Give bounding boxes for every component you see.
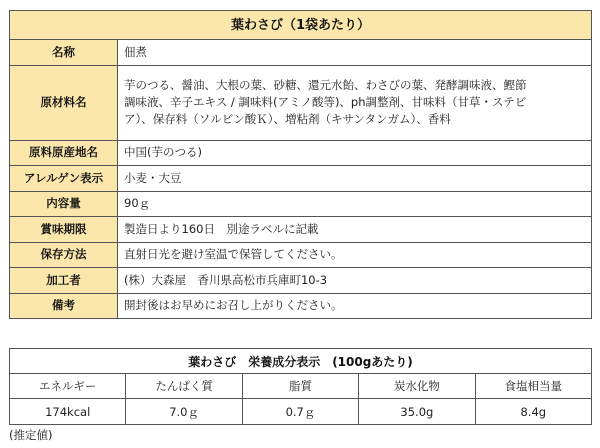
nutrition-value-energy: 174kcal <box>10 399 126 425</box>
row-allergen <box>10 166 592 192</box>
nutrition-header-energy: エネルギー <box>10 374 126 399</box>
row-head-name: 名称 <box>10 40 118 66</box>
row-value-name: 佃煮 <box>118 40 592 66</box>
row-value-origin: 中国(芋のつる) <box>118 140 592 166</box>
row-head-origin: 原料原産地名 <box>10 140 118 166</box>
ingredients-line-3: ア）、保存料（ソルビン酸Ｋ）、増粘剤（キサンタンガム）、香料 <box>124 112 451 126</box>
row-name <box>10 40 592 66</box>
row-value-remarks: 開封後はお早めにお召し上がりください。 <box>118 293 592 319</box>
nutrition-table <box>9 348 592 425</box>
row-head-storage: 保存方法 <box>10 242 118 268</box>
row-value-content-amount: 90ｇ <box>118 191 592 217</box>
row-head-ingredients: 原材料名 <box>10 65 118 140</box>
nutrition-value-salt: 8.4g <box>475 399 591 425</box>
nutrition-header-protein: たんぱく質 <box>126 374 242 399</box>
row-value-ingredients <box>118 65 592 140</box>
nutrition-value-row <box>10 399 592 425</box>
row-remarks <box>10 293 592 319</box>
nutrition-value-fat: 0.7ｇ <box>242 399 358 425</box>
row-value-best-before: 製造日より160日 別途ラベルに記載 <box>118 217 592 243</box>
row-head-remarks: 備考 <box>10 293 118 319</box>
estimated-value-note: (推定値) <box>9 428 53 442</box>
nutrition-header-fat: 脂質 <box>242 374 358 399</box>
label-title: 葉わさび（1袋あたり） <box>10 11 592 40</box>
nutrition-title: 葉わさび 栄養成分表示 (100gあたり) <box>10 349 592 374</box>
row-content-amount <box>10 191 592 217</box>
row-value-processor: (株）大森屋 香川県高松市兵庫町10-3 <box>118 268 592 294</box>
row-head-content-amount: 内容量 <box>10 191 118 217</box>
ingredients-line-2: 調味液、辛子エキス / 調味料(アミノ酸等)、ph調整剤、甘味料（甘草・ステビ <box>124 95 527 109</box>
row-head-best-before: 賞味期限 <box>10 217 118 243</box>
row-value-allergen: 小麦・大豆 <box>118 166 592 192</box>
nutrition-value-carbohydrate: 35.0g <box>359 399 475 425</box>
nutrition-header-carbohydrate: 炭水化物 <box>359 374 475 399</box>
row-storage <box>10 242 592 268</box>
ingredients-line-1: 芋のつる、醤油、大根の葉、砂糖、還元水飴、わさびの葉、発酵調味液、鰹節 <box>124 78 527 92</box>
product-label-table <box>9 10 592 319</box>
row-processor <box>10 268 592 294</box>
nutrition-header-salt: 食塩相当量 <box>475 374 591 399</box>
row-head-processor: 加工者 <box>10 268 118 294</box>
row-origin <box>10 140 592 166</box>
nutrition-header-row <box>10 374 592 399</box>
row-value-storage: 直射日光を避け室温で保管してください。 <box>118 242 592 268</box>
row-ingredients <box>10 65 592 140</box>
row-best-before <box>10 217 592 243</box>
row-head-allergen: アレルゲン表示 <box>10 166 118 192</box>
nutrition-value-protein: 7.0ｇ <box>126 399 242 425</box>
